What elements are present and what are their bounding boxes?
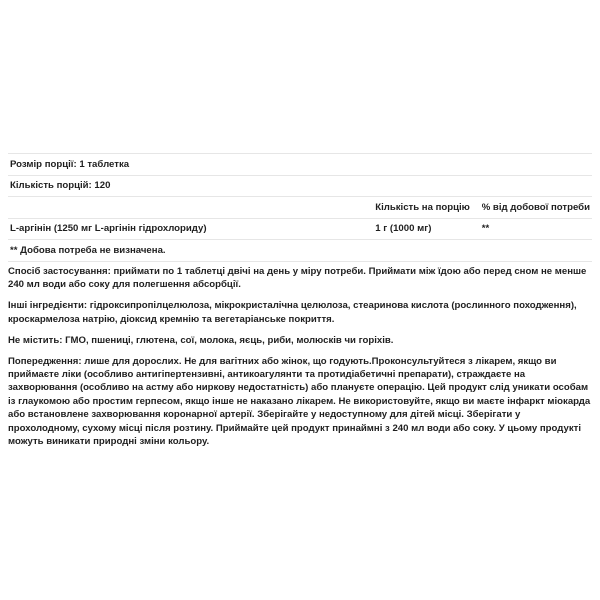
warning-paragraph: Попередження: лише для дорослих. Не для вагітних або жінок, що годують.Проконсультуйтеся з лікарем, якщо ви приймаєте ліки (особливо антигіпертензивні, антикоагулянти та протидіабетичні препарати), страждаєте на захворювання (особливо на астму або ниркову недостатність) або плануєте операцію. Цей продукт слід уникати особам із глаукомою або простим герпесом, якщо інше не наказано лікарем. Не використовуйте, якщо ви маєте інфаркт міокарда або встановлене захворювання коронарної артерії. Зберігайте у недоступному для дітей місці. Зберігати у прохолодному, сухому місці після розтину. Приймайте цей продукт принаймні з 240 мл води або соку. У цьому продукті можуть виникати природні зміни кольору. <box>8 355 591 447</box>
serving-size: Розмір порції: 1 таблетка <box>8 154 592 176</box>
serving-size-row <box>8 154 592 176</box>
header-empty-cell <box>8 197 373 219</box>
header-daily-value: % від добової потреби <box>480 197 592 219</box>
usage-paragraph: Спосіб застосування: приймати по 1 таблетці двічі на день у міру потреби. Приймати між їдою або перед сном не менше 240 мл води або соку для полегшення абсорбції. <box>8 266 587 291</box>
header-amount-per-serving: Кількість на порцію <box>373 197 480 219</box>
table-header-row <box>8 197 592 219</box>
servings-count-row <box>8 175 592 197</box>
supplement-facts-table <box>8 153 592 262</box>
footnote-row <box>8 240 592 262</box>
free-from-paragraph: Не містить: ГМО, пшениці, глютена, сої, молока, яєць, риби, молюсків чи горіхів. <box>8 334 394 346</box>
ingredient-amount: 1 г (1000 мг) <box>373 218 480 240</box>
servings-count: Кількість порцій: 120 <box>8 175 592 197</box>
ingredient-daily-value: ** <box>480 218 592 240</box>
ingredient-name: L-аргінін (1250 мг L-аргінін гідрохлориду) <box>8 218 373 240</box>
table-row <box>8 218 592 240</box>
product-description <box>8 265 594 456</box>
footnote: ** Добова потреба не визначена. <box>8 240 592 262</box>
other-ingredients-paragraph: Інші інгредієнти: гідроксипропілцелюлоза, мікрокристалічна целюлоза, стеаринова кислота (рослинного походження), кроскармелоза натрію, діоксид кремнію та вегетаріанське покриття. <box>8 300 577 325</box>
